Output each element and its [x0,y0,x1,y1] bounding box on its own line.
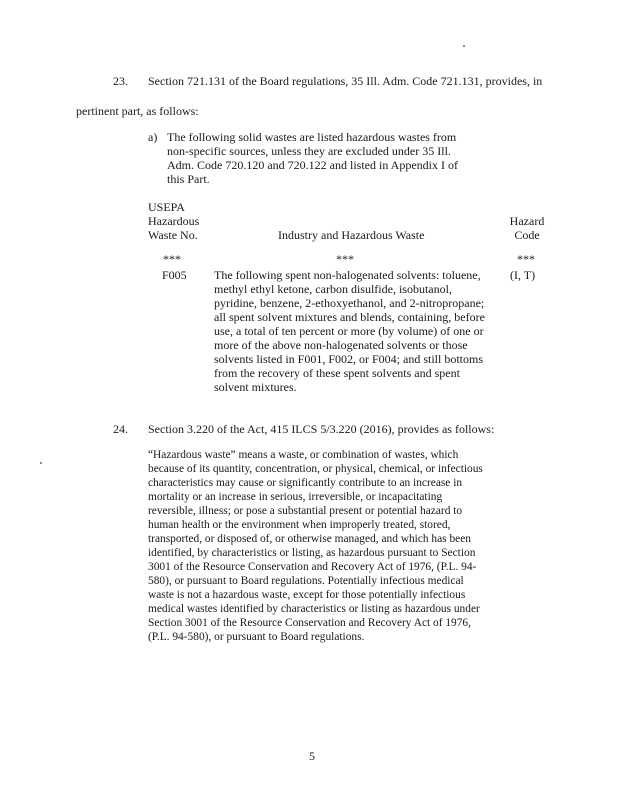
definition-line: mortality or an increase in serious, irreversible, or incapacitating [148,491,443,503]
table-header-waste-no [148,200,199,242]
para-24-number: 24. [113,422,128,436]
description-line: solvent mixtures. [214,380,297,394]
page-number: 5 [309,749,315,763]
header-line: USEPA [148,200,185,214]
header-line: Hazardous [148,214,200,228]
subsection-a-line: The following solid wastes are listed hazardous wastes from [167,130,457,144]
table-row-description [214,268,494,394]
table-waste-no: F005 [162,268,187,282]
definition-line: waste is not a hazardous waste, except for those potentially infectious [148,589,466,601]
definition-line: reversible, illness; or pose a substantial present or potential hazard to [148,505,463,517]
description-line: pyridine, benzene, 2-ethoxyethanol, and 2-nitropropane; [214,296,485,310]
description-line: methyl ethyl ketone, carbon disulfide, isobutanol, [214,282,452,296]
scan-speck [40,462,42,464]
definition-line: characteristics may cause or significantly contribute to an increase in [148,477,463,489]
definition-line: 580), or pursuant to Board regulations. Potentially infectious medical [148,575,464,587]
header-line: Waste No. [148,228,198,242]
description-line: The following spent non-halogenated solvents: toluene, [214,268,481,282]
subsection-a-text [167,130,497,186]
definition-line: medical wastes identified by characteristics or listing as hazardous under [148,603,480,615]
para-23-number: 23. [113,74,128,88]
definition-line: (P.L. 94-580), or pursuant to Board regulations. [148,631,365,643]
subsection-a-marker: a) [148,130,158,144]
subsection-a-line: non-specific sources, unless they are excluded under 35 Ill. [167,144,451,158]
definition-line: “Hazardous waste” means a waste, or combination of wastes, which [148,449,459,461]
header-line: Code [514,228,540,242]
description-line: use, a total of ten percent or more (by volume) of one or [214,324,484,338]
definition-line: 3001 of the Resource Conservation and Recovery Act of 1976, (P.L. 94- [148,561,477,573]
table-ellipsis: *** [517,252,535,266]
scan-speck [463,45,465,47]
para-24-text: Section 3.220 of the Act, 415 ILCS 5/3.220 (2016), provides as follows: [148,422,495,436]
table-ellipsis: *** [336,252,354,266]
header-line: Hazard [509,214,545,228]
table-header-industry: Industry and Hazardous Waste [278,228,425,242]
subsection-a-line: this Part. [167,172,210,186]
table-hazard-code: (I, T) [510,268,536,282]
para-23-text-line2: pertinent part, as follows: [76,104,199,118]
description-line: from the recovery of these spent solvents and spent [214,366,460,380]
description-line: solvents listed in F001, F002, or F004; and still bottoms [214,352,484,366]
table-ellipsis: *** [163,252,181,266]
subsection-a-line: Adm. Code 720.120 and 720.122 and listed in Appendix I of [167,158,458,172]
definition-line: because of its quantity, concentration, or physical, chemical, or infectious [148,463,483,475]
definition-line: transported, or disposed of, or otherwise managed, and which has been [148,533,471,545]
para-23-text-line1: Section 721.131 of the Board regulations, 35 Ill. Adm. Code 721.131, provides, in [148,74,543,88]
definition-line: Section 3001 of the Resource Conservation and Recovery Act of 1976, [148,617,471,629]
definition-line: identified, by characteristics or listing, as hazardous pursuant to Section [148,547,476,559]
table-header-hazard-code [505,214,549,242]
description-line: more of the above non-halogenated solvents or those [214,338,468,352]
description-line: all spent solvent mixtures and blends, containing, before [214,310,485,324]
hazardous-waste-definition [148,448,512,644]
definition-line: human health or the environment when improperly treated, stored, [148,519,451,531]
